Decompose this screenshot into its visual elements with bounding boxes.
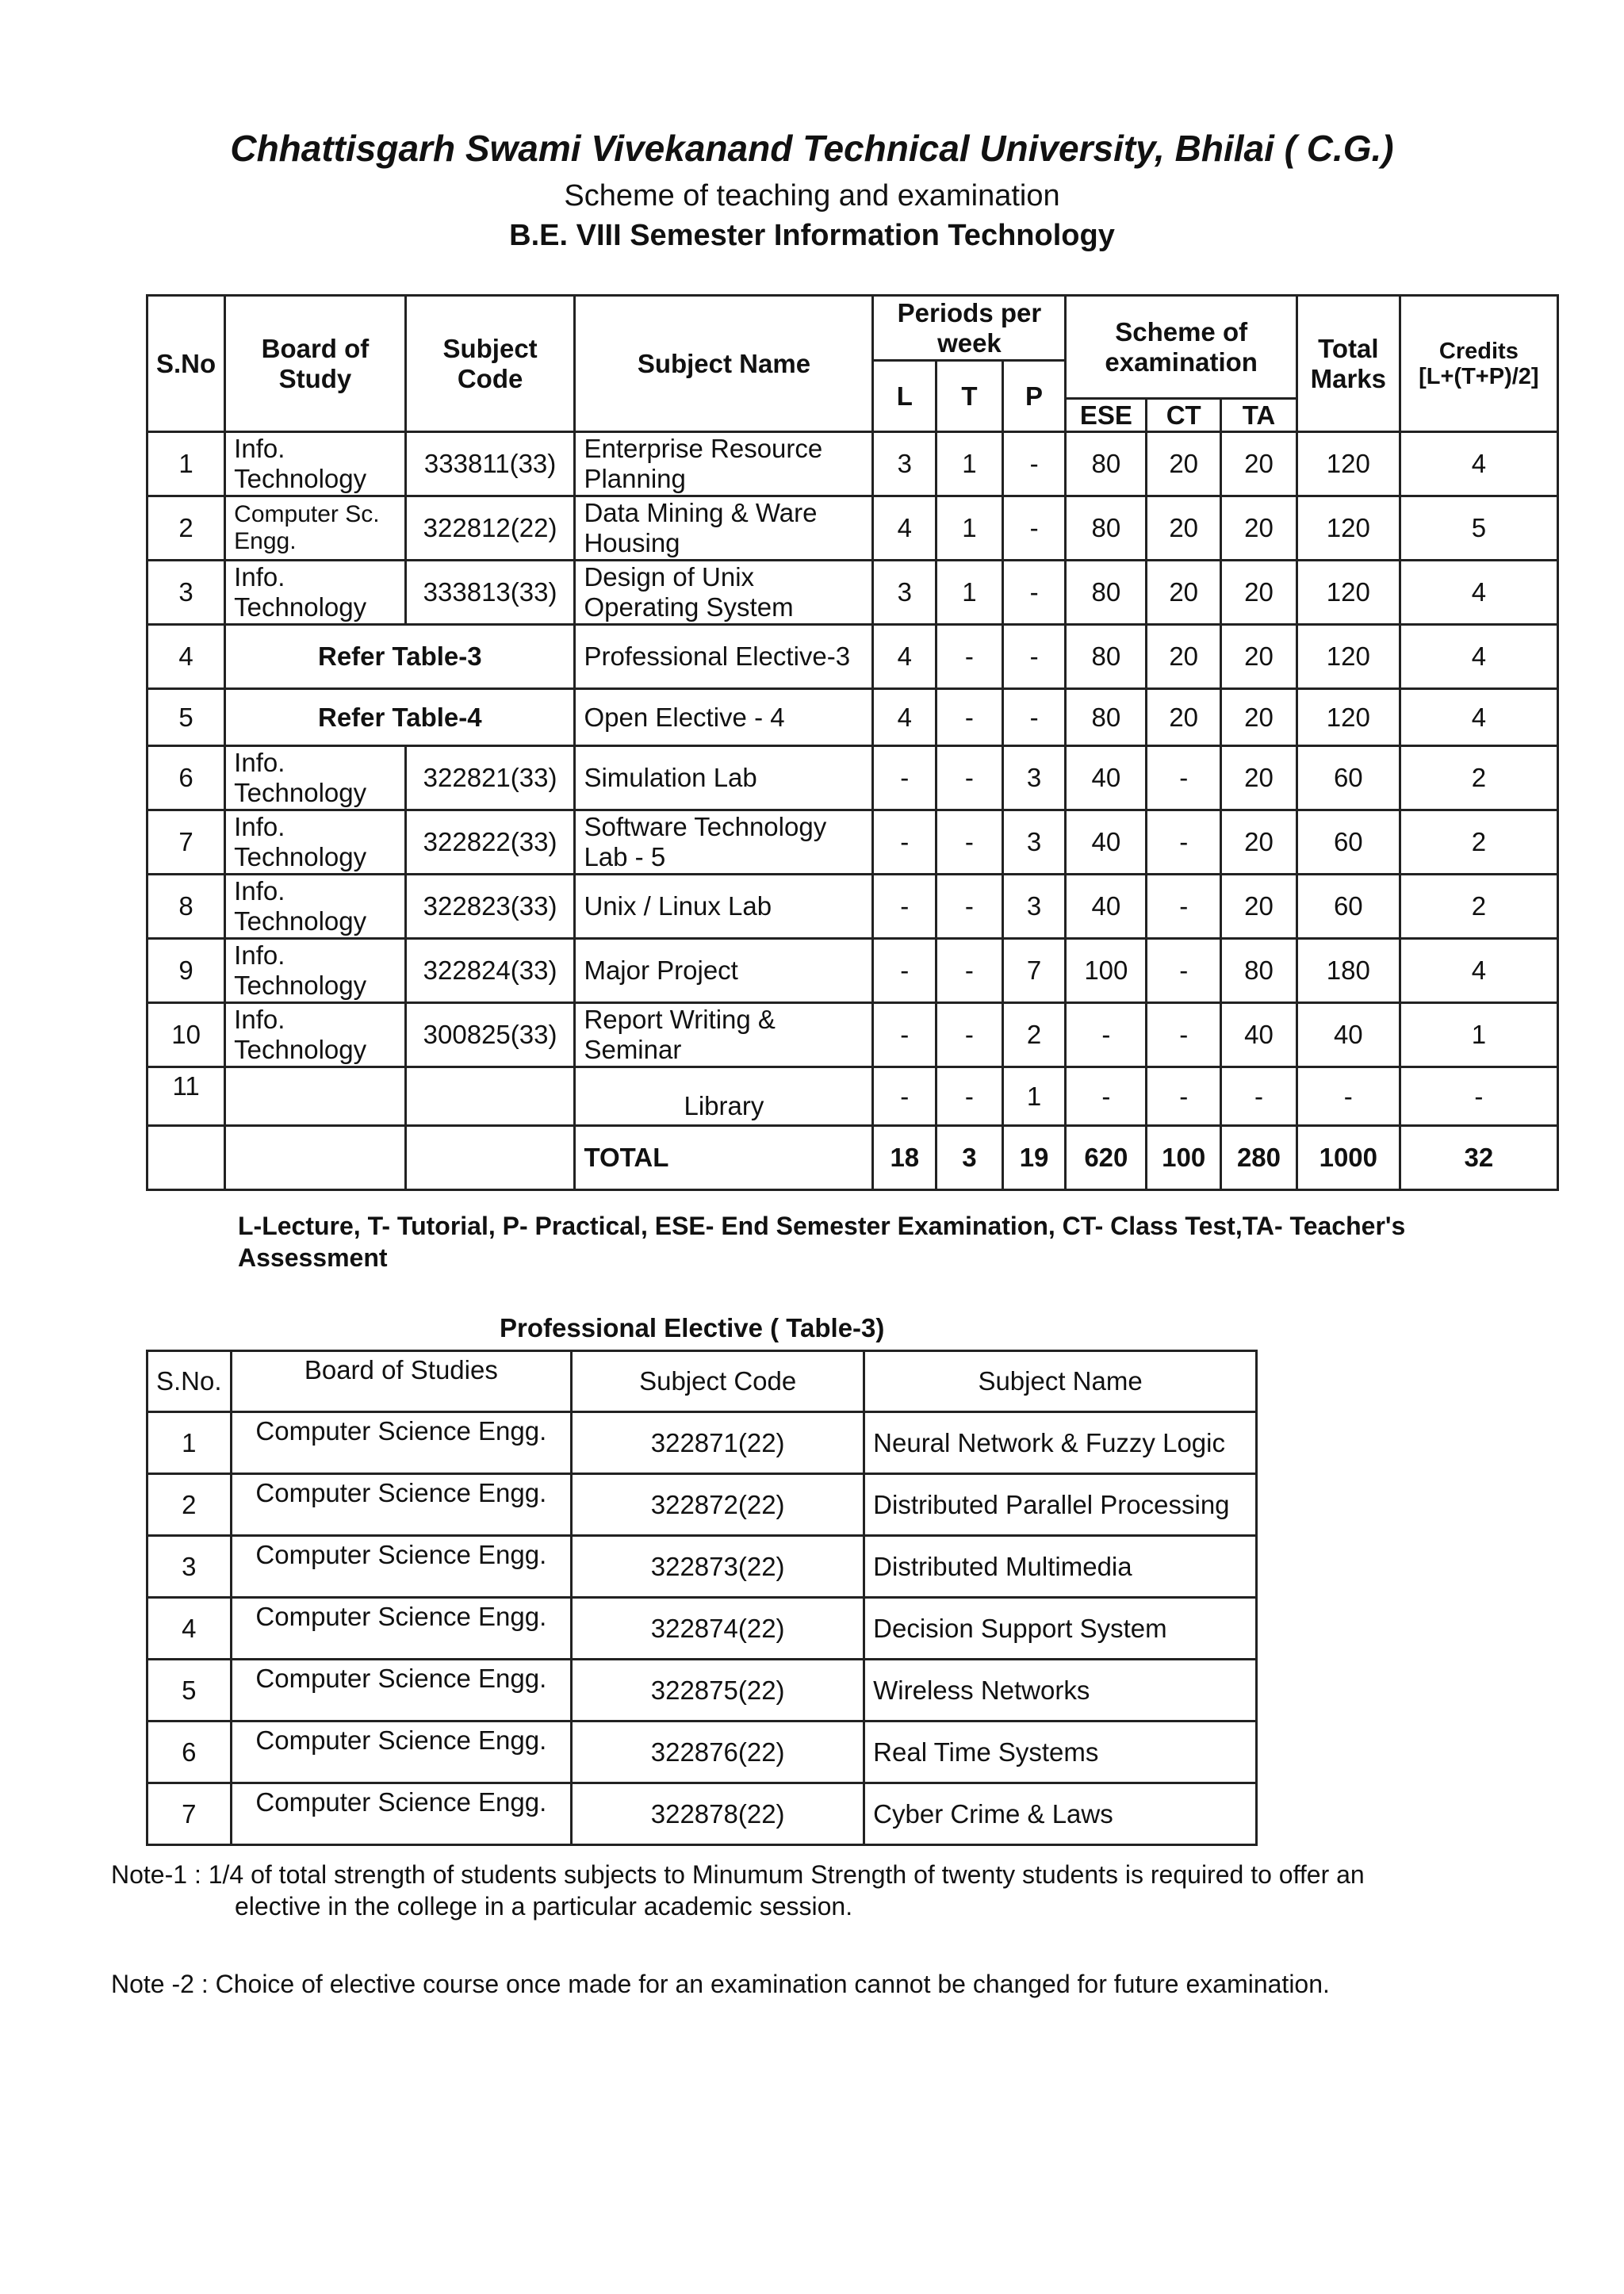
cell-L: - — [873, 875, 936, 939]
cell-L: 4 — [873, 689, 936, 746]
cell-TA: 20 — [1221, 746, 1297, 810]
cell-board: Computer Science Engg. — [231, 1474, 572, 1536]
cell-ESE: 80 — [1066, 689, 1147, 746]
total-label: TOTAL — [575, 1126, 873, 1190]
cell-name: Design of Unix Operating System — [575, 561, 873, 625]
cell-L: - — [873, 1067, 936, 1126]
cell-P: - — [1002, 432, 1066, 496]
total-ESE: 620 — [1066, 1126, 1147, 1190]
header-periods: Periods per week — [873, 296, 1066, 361]
table-row — [147, 1783, 1257, 1845]
cell-L: - — [873, 939, 936, 1003]
cell-T: 1 — [936, 561, 1003, 625]
cell-credits: 2 — [1400, 746, 1557, 810]
note-1-line2: elective in the college in a particular academic session. — [235, 1892, 853, 1921]
cell-TA: 20 — [1221, 432, 1297, 496]
cell-board: Computer Sc. Engg. — [225, 496, 406, 561]
cell-TA: 80 — [1221, 939, 1297, 1003]
table-row — [147, 1721, 1257, 1783]
table-row — [147, 1412, 1257, 1474]
header-ESE: ESE — [1066, 399, 1147, 432]
cell-total: 120 — [1297, 625, 1400, 689]
cell-sno: 2 — [147, 1474, 232, 1536]
cell-code: 322823(33) — [405, 875, 575, 939]
cell-total: 120 — [1297, 689, 1400, 746]
table-row — [147, 1660, 1257, 1721]
cell-CT: - — [1147, 810, 1221, 875]
cell-board: Info. Technology — [225, 810, 406, 875]
cell-total: 120 — [1297, 496, 1400, 561]
elective-table-title: Professional Elective ( Table-3) — [500, 1313, 885, 1342]
cell-code: 322872(22) — [572, 1474, 864, 1536]
cell-total: 120 — [1297, 561, 1400, 625]
cell-credits: 2 — [1400, 810, 1557, 875]
cell-board: Computer Science Engg. — [231, 1412, 572, 1474]
cell-board: Info. Technology — [225, 1003, 406, 1067]
cell-board: Info. Technology — [225, 939, 406, 1003]
cell-name: Major Project — [575, 939, 873, 1003]
cell-credits: 2 — [1400, 875, 1557, 939]
elective-header-code: Subject Code — [572, 1351, 864, 1412]
cell-code: 322871(22) — [572, 1412, 864, 1474]
total-credits: 32 — [1400, 1126, 1557, 1190]
cell-name: Unix / Linux Lab — [575, 875, 873, 939]
cell-total: 60 — [1297, 746, 1400, 810]
cell-total: 120 — [1297, 432, 1400, 496]
cell-name: Data Mining & Ware Housing — [575, 496, 873, 561]
header-name: Subject Name — [575, 296, 873, 432]
table-row — [147, 1536, 1257, 1598]
elective-header-sno: S.No. — [147, 1351, 232, 1412]
cell-sno: 7 — [147, 1783, 232, 1845]
cell-refer: Refer Table-3 — [225, 625, 575, 689]
cell-T: 1 — [936, 496, 1003, 561]
cell-name: Distributed Parallel Processing — [864, 1474, 1257, 1536]
cell-CT: 20 — [1147, 625, 1221, 689]
cell-ESE: 80 — [1066, 625, 1147, 689]
table-row — [147, 689, 1558, 746]
cell-sno: 7 — [147, 810, 225, 875]
cell-ESE: 80 — [1066, 432, 1147, 496]
cell-sno: 11 — [147, 1067, 225, 1126]
cell-name: Distributed Multimedia — [864, 1536, 1257, 1598]
header-TA: TA — [1221, 399, 1297, 432]
cell-ESE: 40 — [1066, 746, 1147, 810]
cell-code: 322875(22) — [572, 1660, 864, 1721]
elective-header-board: Board of Studies — [231, 1351, 572, 1412]
cell-TA: 20 — [1221, 496, 1297, 561]
cell-code: 322876(22) — [572, 1721, 864, 1783]
cell-name: Open Elective - 4 — [575, 689, 873, 746]
note-1-line1: 1/4 of total strength of students subjects to Minumum Strength of twenty students is required to offer an — [208, 1860, 1365, 1889]
table-row — [147, 810, 1558, 875]
cell-P: 1 — [1002, 1067, 1066, 1126]
cell-board: Info. Technology — [225, 432, 406, 496]
table-row — [147, 1474, 1257, 1536]
cell-name: Real Time Systems — [864, 1721, 1257, 1783]
table-row — [147, 939, 1558, 1003]
cell-code: 322873(22) — [572, 1536, 864, 1598]
note-1-label: Note-1 : — [111, 1860, 209, 1889]
cell-total: - — [1297, 1067, 1400, 1126]
header-board: Board of Study — [225, 296, 406, 432]
table-row — [147, 432, 1558, 496]
table-row — [147, 875, 1558, 939]
note-2: Note -2 : Choice of elective course once made for an examination cannot be changed for future examination. — [111, 1970, 1330, 1998]
cell-sno: 9 — [147, 939, 225, 1003]
cell-L: 4 — [873, 496, 936, 561]
table-row — [147, 746, 1558, 810]
scheme-subtitle: Scheme of teaching and examination — [564, 179, 1060, 213]
cell-ESE: 100 — [1066, 939, 1147, 1003]
cell-credits: 5 — [1400, 496, 1557, 561]
cell-CT: 20 — [1147, 432, 1221, 496]
cell-TA: 20 — [1221, 561, 1297, 625]
university-title: Chhattisgarh Swami Vivekanand Technical University, Bhilai ( C.G.) — [230, 128, 1394, 169]
cell-name: Decision Support System — [864, 1598, 1257, 1660]
header-P: P — [1002, 361, 1066, 432]
header-T: T — [936, 361, 1003, 432]
cell-sno: 1 — [147, 1412, 232, 1474]
table-row — [147, 496, 1558, 561]
total-P: 19 — [1002, 1126, 1066, 1190]
cell-ESE: 80 — [1066, 561, 1147, 625]
cell-TA: 20 — [1221, 875, 1297, 939]
cell-board — [225, 1067, 406, 1126]
cell-L: - — [873, 1003, 936, 1067]
cell-code: 322878(22) — [572, 1783, 864, 1845]
cell-P: 3 — [1002, 875, 1066, 939]
cell-P: - — [1002, 496, 1066, 561]
cell-code: 322874(22) — [572, 1598, 864, 1660]
cell-board: Computer Science Engg. — [231, 1536, 572, 1598]
cell-ESE: - — [1066, 1003, 1147, 1067]
cell-code: 322824(33) — [405, 939, 575, 1003]
cell-P: - — [1002, 689, 1066, 746]
cell-credits: 4 — [1400, 561, 1557, 625]
cell-board: Computer Science Engg. — [231, 1598, 572, 1660]
cell-code — [405, 1067, 575, 1126]
cell-TA: 40 — [1221, 1003, 1297, 1067]
header-credits-label: Credits — [1438, 338, 1519, 364]
cell-name: Software Technology Lab - 5 — [575, 810, 873, 875]
cell-L: - — [873, 746, 936, 810]
cell-sno: 3 — [147, 561, 225, 625]
cell-TA: 20 — [1221, 810, 1297, 875]
cell-P: - — [1002, 625, 1066, 689]
cell-ESE: - — [1066, 1067, 1147, 1126]
cell-T: - — [936, 810, 1003, 875]
cell-CT: - — [1147, 1067, 1221, 1126]
header-total: Total Marks — [1297, 296, 1400, 432]
cell-P: 3 — [1002, 746, 1066, 810]
cell-sno: 6 — [147, 746, 225, 810]
cell-code: 322822(33) — [405, 810, 575, 875]
cell-sno: 1 — [147, 432, 225, 496]
cell-board: Info. Technology — [225, 561, 406, 625]
cell-credits: 4 — [1400, 939, 1557, 1003]
cell-total: 60 — [1297, 875, 1400, 939]
header-L: L — [873, 361, 936, 432]
cell-T: - — [936, 939, 1003, 1003]
cell-board: Computer Science Engg. — [231, 1721, 572, 1783]
cell-sno: 10 — [147, 1003, 225, 1067]
cell-board: Info. Technology — [225, 746, 406, 810]
cell-credits: 4 — [1400, 432, 1557, 496]
header-credits — [1400, 296, 1557, 432]
cell-TA: - — [1221, 1067, 1297, 1126]
cell-board: Info. Technology — [225, 875, 406, 939]
table-row — [147, 625, 1558, 689]
cell-CT: 20 — [1147, 561, 1221, 625]
total-L: 18 — [873, 1126, 936, 1190]
cell-credits: 4 — [1400, 625, 1557, 689]
cell-ESE: 40 — [1066, 810, 1147, 875]
cell-T: - — [936, 875, 1003, 939]
header-CT: CT — [1147, 399, 1221, 432]
abbreviation-legend: L-Lecture, T- Tutorial, P- Practical, ESE- End Semester Examination, CT- Class Test,TA- Teacher's Assessment — [238, 1212, 1406, 1272]
header-code: Subject Code — [405, 296, 575, 432]
cell-TA: 20 — [1221, 625, 1297, 689]
cell-credits: 1 — [1400, 1003, 1557, 1067]
cell-CT: - — [1147, 1003, 1221, 1067]
cell-P: 3 — [1002, 810, 1066, 875]
cell-L: - — [873, 810, 936, 875]
cell-name: Wireless Networks — [864, 1660, 1257, 1721]
cell-total: 40 — [1297, 1003, 1400, 1067]
cell-name: Cyber Crime & Laws — [864, 1783, 1257, 1845]
scheme-table — [146, 294, 1559, 1191]
cell-code: 322812(22) — [405, 496, 575, 561]
cell-sno: 2 — [147, 496, 225, 561]
table-row — [147, 1598, 1257, 1660]
total-marks: 1000 — [1297, 1126, 1400, 1190]
cell-P: 7 — [1002, 939, 1066, 1003]
cell-T: - — [936, 625, 1003, 689]
cell-sno: 4 — [147, 625, 225, 689]
cell-sno: 3 — [147, 1536, 232, 1598]
cell-P: 2 — [1002, 1003, 1066, 1067]
cell-CT: - — [1147, 939, 1221, 1003]
cell-CT: - — [1147, 875, 1221, 939]
table-row — [147, 1003, 1558, 1067]
cell-credits: - — [1400, 1067, 1557, 1126]
cell-sno: 5 — [147, 1660, 232, 1721]
cell-CT: - — [1147, 746, 1221, 810]
note-1 — [111, 1859, 1554, 1922]
cell-sno: 4 — [147, 1598, 232, 1660]
cell-T: - — [936, 746, 1003, 810]
cell-ESE: 40 — [1066, 875, 1147, 939]
cell-sno: 8 — [147, 875, 225, 939]
cell-code: 322821(33) — [405, 746, 575, 810]
cell-ESE: 80 — [1066, 496, 1147, 561]
cell-sno: 6 — [147, 1721, 232, 1783]
cell-L: 3 — [873, 561, 936, 625]
total-TA: 280 — [1221, 1126, 1297, 1190]
cell-L: 4 — [873, 625, 936, 689]
cell-board: Computer Science Engg. — [231, 1660, 572, 1721]
cell-credits: 4 — [1400, 689, 1557, 746]
cell-CT: 20 — [1147, 689, 1221, 746]
cell-name: Library — [575, 1067, 873, 1126]
table-row — [147, 1067, 1558, 1126]
cell-name: Simulation Lab — [575, 746, 873, 810]
cell-T: - — [936, 1067, 1003, 1126]
cell-name: Professional Elective-3 — [575, 625, 873, 689]
cell-board: Computer Science Engg. — [231, 1783, 572, 1845]
cell-code: 333811(33) — [405, 432, 575, 496]
cell-code: 300825(33) — [405, 1003, 575, 1067]
total-row — [147, 1126, 1558, 1190]
total-T: 3 — [936, 1126, 1003, 1190]
cell-T: - — [936, 689, 1003, 746]
header-sno: S.No — [147, 296, 225, 432]
cell-T: - — [936, 1003, 1003, 1067]
elective-header-name: Subject Name — [864, 1351, 1257, 1412]
cell-name: Neural Network & Fuzzy Logic — [864, 1412, 1257, 1474]
cell-total: 180 — [1297, 939, 1400, 1003]
cell-CT: 20 — [1147, 496, 1221, 561]
cell-sno: 5 — [147, 689, 225, 746]
course-title: B.E. VIII Semester Information Technology — [509, 219, 1115, 252]
cell-TA: 20 — [1221, 689, 1297, 746]
cell-name: Enterprise Resource Planning — [575, 432, 873, 496]
cell-refer: Refer Table-4 — [225, 689, 575, 746]
table-row — [147, 561, 1558, 625]
cell-code: 333813(33) — [405, 561, 575, 625]
header-credits-formula: [L+(T+P)/2] — [1419, 363, 1539, 389]
cell-name: Report Writing & Seminar — [575, 1003, 873, 1067]
elective-table — [146, 1350, 1258, 1846]
cell-T: 1 — [936, 432, 1003, 496]
total-CT: 100 — [1147, 1126, 1221, 1190]
cell-L: 3 — [873, 432, 936, 496]
header-scheme: Scheme of examination — [1066, 296, 1297, 399]
cell-total: 60 — [1297, 810, 1400, 875]
cell-P: - — [1002, 561, 1066, 625]
